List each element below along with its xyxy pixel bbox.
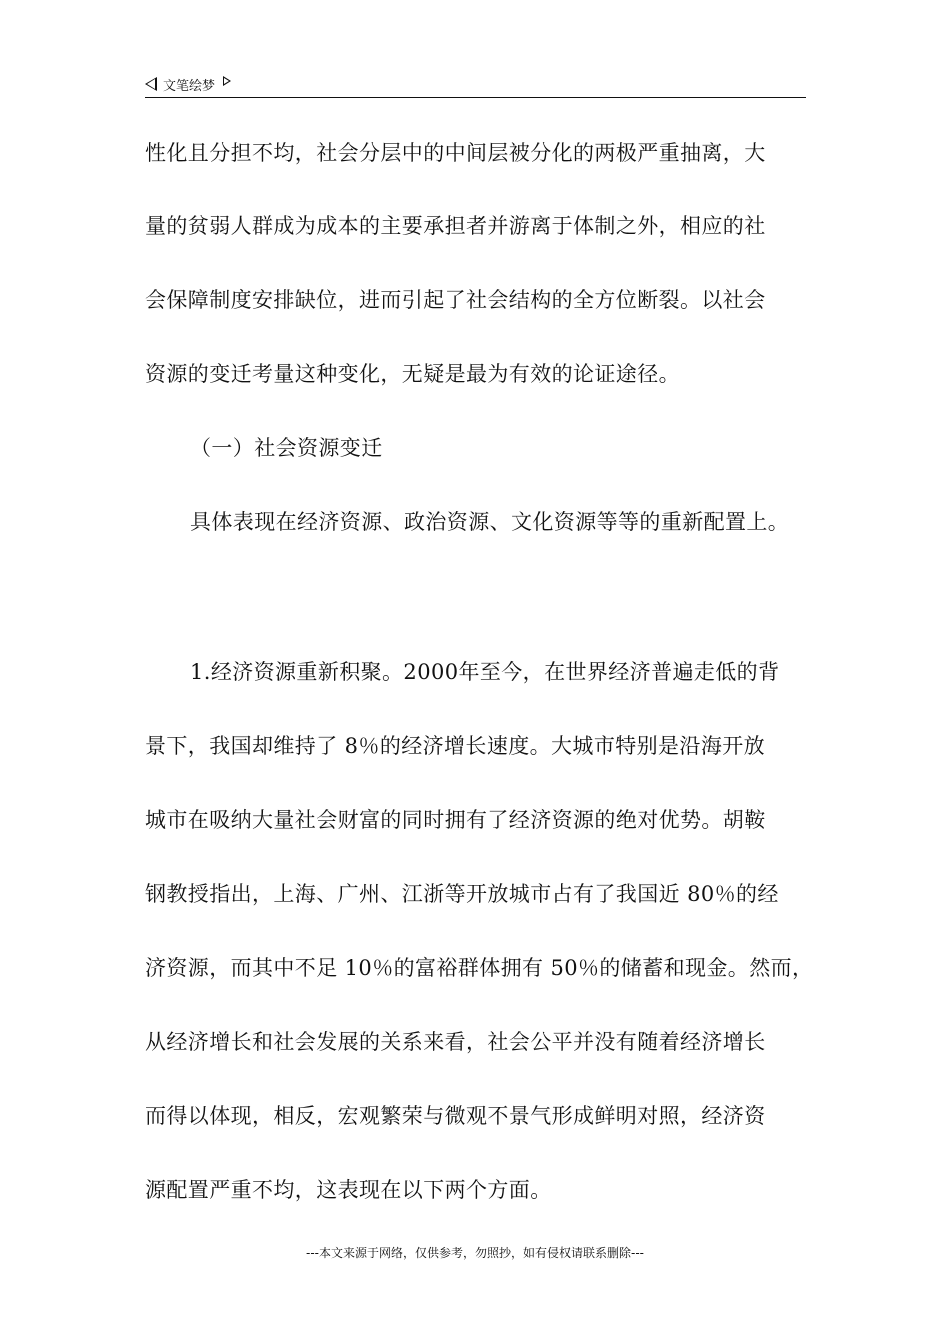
text-line: 景下，我国却维持了 8％的经济增长速度。大城市特别是沿海开放: [145, 734, 766, 758]
text-line: 1.经济资源重新积聚。2000年至今，在世界经济普遍走低的背: [190, 660, 780, 684]
text-line: 资源的变迁考量这种变化，无疑是最为有效的论证途径。: [145, 362, 680, 386]
text-line: 而得以体现，相反，宏观繁荣与微观不景气形成鲜明对照，经济资: [145, 1104, 766, 1128]
text-line: 具体表现在经济资源、政治资源、文化资源等等的重新配置上。: [190, 510, 790, 534]
header-divider: [145, 97, 806, 98]
section-heading: （一）社会资源变迁: [190, 436, 383, 460]
header-title: 文笔绘梦: [163, 78, 216, 94]
text-line: 性化且分担不均，社会分层中的中间层被分化的两极严重抽离，大: [145, 141, 766, 165]
triangle-right-outline-icon: [223, 76, 231, 86]
text-line: 钢教授指出，上海、广州、江浙等开放城市占有了我国近 80％的经: [145, 882, 779, 906]
text-line: 量的贫弱人群成为成本的主要承担者并游离于体制之外，相应的社: [145, 214, 766, 238]
text-line: 城市在吸纳大量社会财富的同时拥有了经济资源的绝对优势。胡鞍: [145, 808, 766, 832]
text-line: 济资源，而其中不足 10％的富裕群体拥有 50％的储蓄和现金。然而，: [145, 956, 814, 980]
text-line: 源配置严重不均，这表现在以下两个方面。: [145, 1178, 552, 1202]
page-header: [145, 72, 231, 96]
text-line: 会保障制度安排缺位，进而引起了社会结构的全方位断裂。以社会: [145, 288, 766, 312]
text-line: 从经济增长和社会发展的关系来看，社会公平并没有随着经济增长: [145, 1030, 766, 1054]
footer-notice: ---本文来源于网络，仅供参考，勿照抄，如有侵权请联系删除---: [306, 1246, 644, 1260]
triangle-left-outline-icon: [145, 77, 157, 91]
